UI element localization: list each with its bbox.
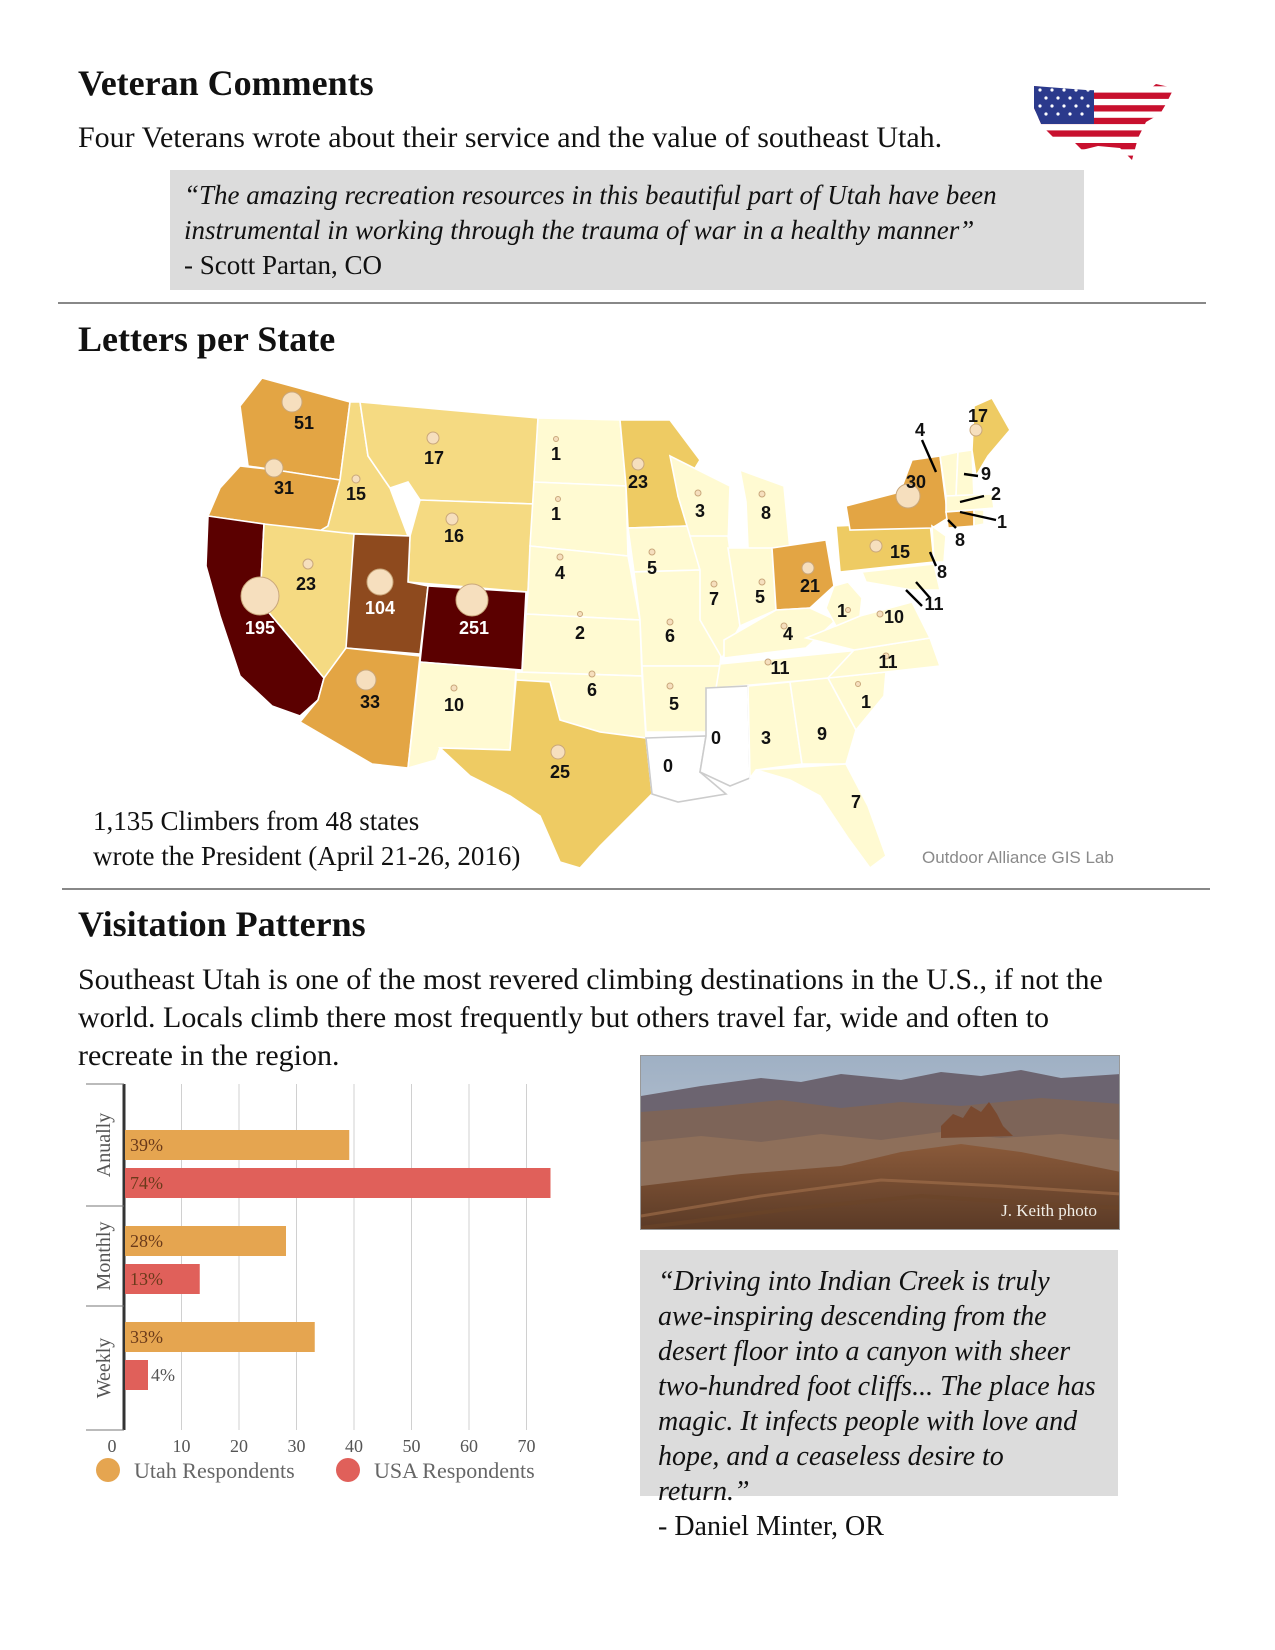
photo-credit: J. Keith photo (1001, 1201, 1097, 1220)
map-label: 17 (423, 448, 445, 468)
legend-swatch (336, 1458, 360, 1482)
map-label: 4 (914, 420, 926, 440)
map-label: 1 (996, 512, 1008, 532)
x-tick-label: 70 (517, 1436, 536, 1456)
state-SD (530, 482, 628, 556)
x-tick-label: 10 (172, 1436, 191, 1456)
map-label: 1 (550, 444, 562, 464)
map-credit: Outdoor Alliance GIS Lab (922, 848, 1114, 867)
map-label: 3 (694, 501, 706, 521)
map-label: 1 (550, 504, 562, 524)
x-tick-label: 0 (107, 1436, 117, 1456)
map-label: 11 (770, 658, 790, 678)
map-label: 11 (878, 652, 898, 672)
category-label: Anually (93, 1112, 115, 1178)
us-flag-map-icon (1028, 80, 1180, 162)
section-divider (58, 302, 1206, 304)
state-FL (756, 764, 886, 868)
legend-label: Utah Respondents (134, 1458, 295, 1483)
state-WY (408, 500, 534, 592)
legend-swatch (96, 1458, 120, 1482)
map-label: 30 (905, 472, 927, 492)
category-label: Weekly (93, 1337, 115, 1399)
map-label: 2 (990, 484, 1002, 504)
map-label: 6 (586, 680, 598, 700)
map-label: 10 (443, 695, 465, 715)
minter-quote-attribution: - Daniel Minter, OR (658, 1511, 884, 1542)
state-MA (946, 494, 994, 512)
minter-quote: “Driving into Indian Creek is truly awe-inspiring descending from the desert floor into a canyon with sheer two-hundred foot cliffs... The place has magic. It infects people with love and hope, and a ceaseless desire to return.” (658, 1266, 1096, 1507)
map-label: 23 (295, 574, 317, 594)
map-label: 1 (836, 601, 848, 621)
indian-creek-photo (640, 1055, 1120, 1230)
map-label: 1 (860, 692, 872, 712)
map-label: 15 (889, 542, 911, 562)
visitation-chart (78, 1078, 598, 1498)
map-label: 0 (710, 728, 722, 748)
state-MS (700, 686, 750, 786)
state-NJ (932, 526, 946, 562)
map-label: 5 (646, 558, 658, 578)
x-tick-label: 40 (345, 1436, 363, 1456)
map-label: 3 (760, 728, 772, 748)
visitation-heading: Visitation Patterns (78, 904, 366, 944)
map-label: 8 (760, 503, 772, 523)
map-label: 11 (924, 594, 944, 614)
state-ND (534, 418, 626, 486)
veteran-intro: Four Veterans wrote about their service and the value of southeast Utah. (78, 121, 943, 154)
bar-label: 4% (151, 1365, 175, 1385)
bar (125, 1168, 551, 1198)
x-tick-label: 20 (230, 1436, 248, 1456)
minter-quote-box (640, 1250, 1118, 1542)
section-divider (62, 888, 1210, 890)
state-OH (772, 540, 834, 610)
map-label: 31 (273, 478, 295, 498)
bar-label: 74% (130, 1173, 163, 1193)
bar-label: 33% (130, 1327, 163, 1347)
map-label: 23 (627, 472, 649, 492)
map-label: 16 (443, 526, 465, 546)
map-label: 251 (458, 618, 490, 638)
map-label: 25 (549, 762, 571, 782)
veteran-quote-attribution: - Scott Partan, CO (184, 250, 382, 280)
bar-label: 39% (130, 1135, 163, 1155)
map-label: 6 (664, 626, 676, 646)
map-label: 0 (662, 756, 674, 776)
map-label: 51 (293, 413, 315, 433)
letters-heading: Letters per State (78, 319, 336, 359)
map-label: 7 (708, 589, 720, 609)
visitation-intro: Southeast Utah is one of the most revered climbing destinations in the U.S., if not the world. Locals climb there most frequently but others travel far, wide and often to recreate in the region. (78, 963, 1103, 1072)
bar-label: 28% (130, 1231, 163, 1251)
map-label: 33 (359, 692, 381, 712)
map-label: 4 (782, 624, 794, 644)
state-NE (526, 546, 640, 620)
map-label: 2 (574, 623, 586, 643)
map-label: 104 (364, 598, 396, 618)
bar (125, 1360, 148, 1390)
x-tick-label: 60 (460, 1436, 478, 1456)
map-label: 10 (883, 607, 905, 627)
x-tick-label: 30 (287, 1436, 306, 1456)
veteran-heading: Veteran Comments (78, 63, 374, 103)
map-label: 15 (345, 484, 367, 504)
map-label: 195 (244, 618, 276, 638)
bar-label: 13% (130, 1269, 163, 1289)
map-label: 21 (799, 576, 821, 596)
map-label: 5 (754, 587, 766, 607)
map-label: 8 (954, 530, 966, 550)
veteran-quote-box (170, 170, 1084, 290)
map-label: 5 (668, 694, 680, 714)
map-label: 9 (980, 464, 992, 484)
map-label: 9 (816, 724, 828, 744)
category-label: Monthly (93, 1221, 115, 1291)
map-label: 8 (936, 562, 948, 582)
legend-label: USA Respondents (374, 1458, 535, 1483)
map-label: 17 (967, 406, 989, 426)
map-label: 7 (850, 792, 862, 812)
x-tick-label: 50 (402, 1436, 421, 1456)
map-caption (93, 804, 520, 874)
map-label: 4 (554, 563, 566, 583)
veteran-quote: “The amazing recreation resources in this beautiful part of Utah have been instrumental in working through the trauma of war in a healthy manner” (184, 180, 997, 245)
map-caption-line: wrote the President (April 21-26, 2016) (93, 841, 521, 871)
map-caption-line: 1,135 Climbers from 48 states (93, 806, 420, 836)
